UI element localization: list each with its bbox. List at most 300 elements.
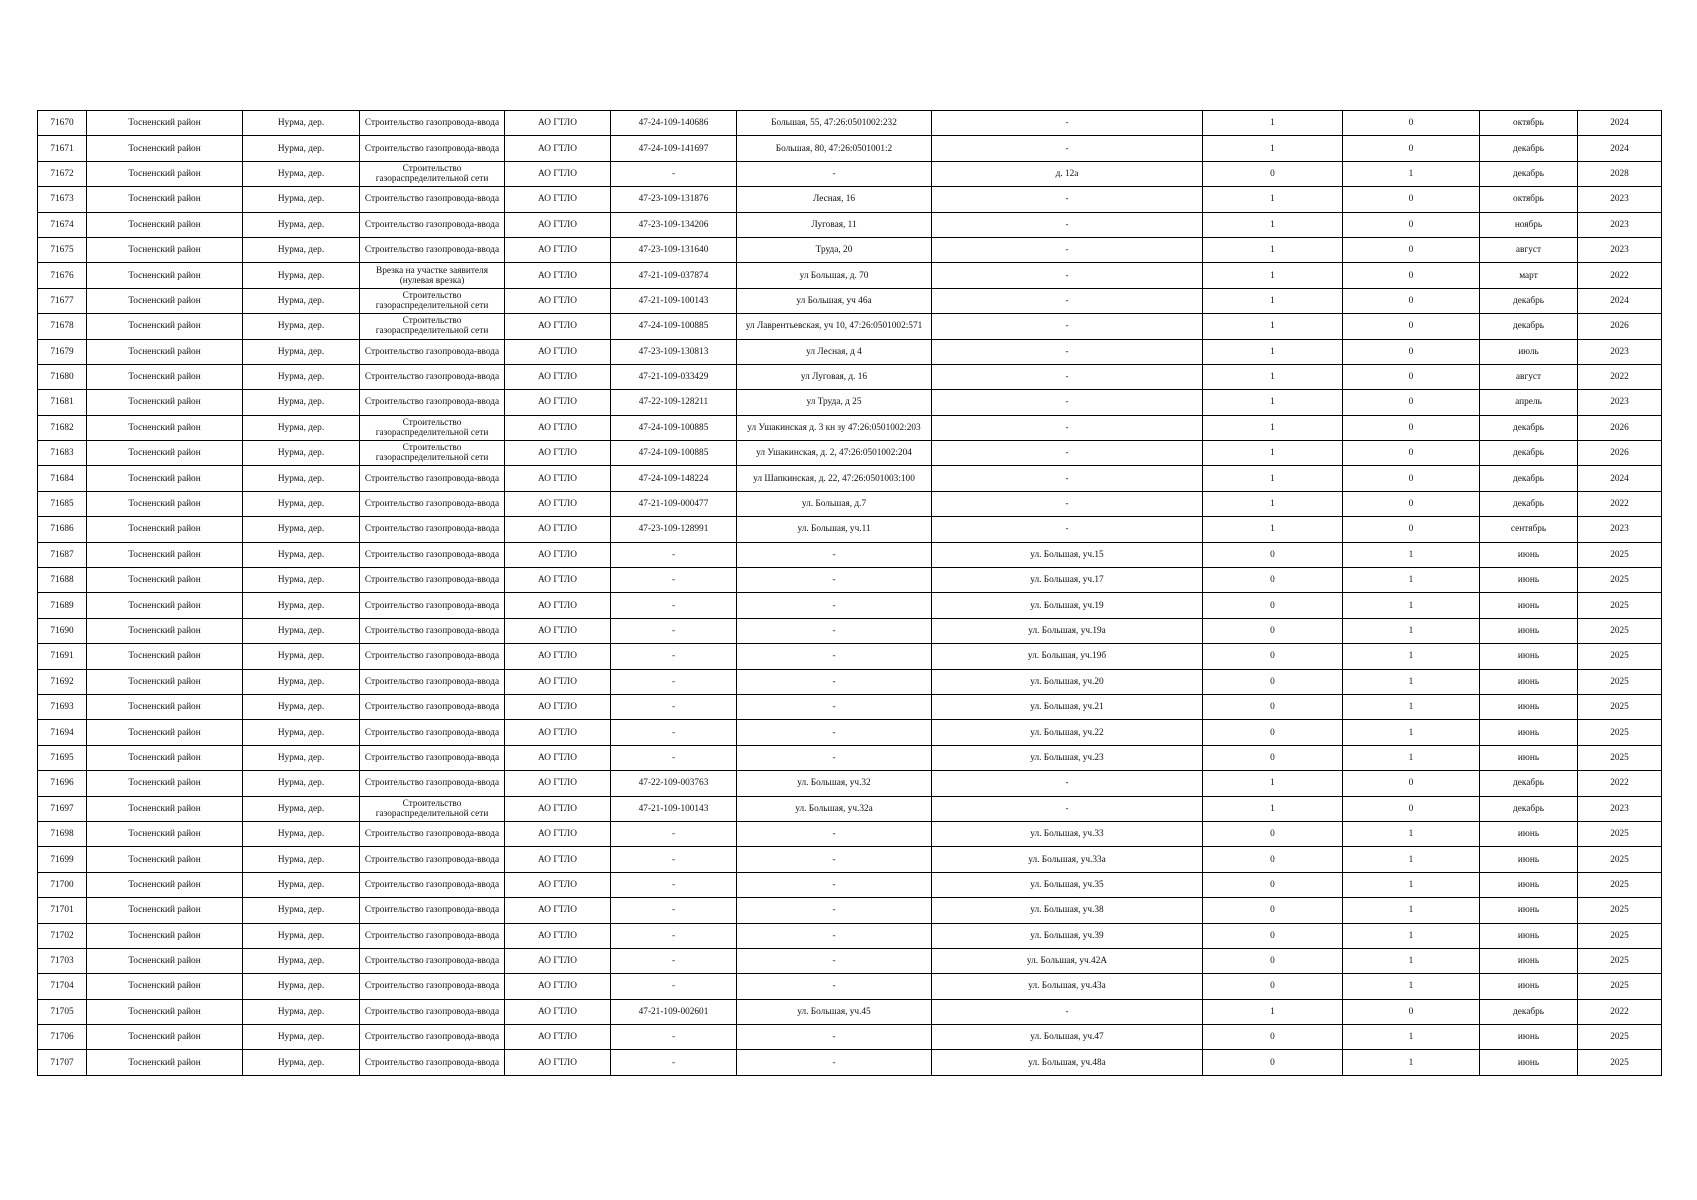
- settlement-cell: Нурма, дер.: [243, 974, 360, 999]
- settlement-cell: Нурма, дер.: [243, 136, 360, 161]
- count-a-cell: 0: [1203, 821, 1343, 846]
- address-cell: -: [737, 821, 932, 846]
- month-cell: декабрь: [1480, 415, 1578, 440]
- planned-address-cell: ул. Большая, уч.19б: [932, 644, 1203, 669]
- district-cell: Тосненский район: [87, 415, 243, 440]
- contract-number-cell: -: [611, 694, 737, 719]
- table-row: [38, 644, 1662, 669]
- contract-number-cell: 47-23-109-134206: [611, 212, 737, 237]
- planned-address-cell: ул. Большая, уч.19а: [932, 618, 1203, 643]
- row-number: 71694: [38, 720, 87, 745]
- work-type-cell: Строительство газораспределительной сети: [360, 441, 505, 466]
- year-cell: 2024: [1578, 111, 1662, 136]
- address-cell: -: [737, 542, 932, 567]
- work-type-cell: Строительство газопровода-ввода: [360, 237, 505, 262]
- address-cell: -: [737, 644, 932, 669]
- year-cell: 2023: [1578, 237, 1662, 262]
- settlement-cell: Нурма, дер.: [243, 542, 360, 567]
- work-type-cell: Строительство газопровода-ввода: [360, 999, 505, 1024]
- count-a-cell: 1: [1203, 314, 1343, 339]
- contract-number-cell: 47-21-109-002601: [611, 999, 737, 1024]
- month-cell: июнь: [1480, 847, 1578, 872]
- address-cell: ул Шапкинская, д. 22, 47:26:0501003:100: [737, 466, 932, 491]
- organization-cell: АО ГТЛО: [505, 644, 611, 669]
- year-cell: 2025: [1578, 847, 1662, 872]
- organization-cell: АО ГТЛО: [505, 821, 611, 846]
- count-a-cell: 0: [1203, 847, 1343, 872]
- table-row: [38, 415, 1662, 440]
- planned-address-cell: -: [932, 441, 1203, 466]
- count-b-cell: 1: [1343, 847, 1480, 872]
- row-number: 71703: [38, 948, 87, 973]
- district-cell: Тосненский район: [87, 517, 243, 542]
- count-a-cell: 0: [1203, 948, 1343, 973]
- work-type-cell: Строительство газопровода-ввода: [360, 364, 505, 389]
- work-type-cell: Строительство газопровода-ввода: [360, 1025, 505, 1050]
- settlement-cell: Нурма, дер.: [243, 694, 360, 719]
- address-cell: -: [737, 720, 932, 745]
- row-number: 71675: [38, 237, 87, 262]
- month-cell: июнь: [1480, 872, 1578, 897]
- work-type-cell: Строительство газопровода-ввода: [360, 923, 505, 948]
- table-row: [38, 745, 1662, 770]
- contract-number-cell: 47-21-109-000477: [611, 491, 737, 516]
- organization-cell: АО ГТЛО: [505, 237, 611, 262]
- row-number: 71676: [38, 263, 87, 288]
- count-b-cell: 0: [1343, 339, 1480, 364]
- count-b-cell: 1: [1343, 745, 1480, 770]
- district-cell: Тосненский район: [87, 390, 243, 415]
- year-cell: 2025: [1578, 694, 1662, 719]
- organization-cell: АО ГТЛО: [505, 161, 611, 186]
- month-cell: август: [1480, 364, 1578, 389]
- row-number: 71705: [38, 999, 87, 1024]
- settlement-cell: Нурма, дер.: [243, 898, 360, 923]
- row-number: 71677: [38, 288, 87, 313]
- address-cell: -: [737, 593, 932, 618]
- table-row: [38, 441, 1662, 466]
- settlement-cell: Нурма, дер.: [243, 923, 360, 948]
- organization-cell: АО ГТЛО: [505, 720, 611, 745]
- settlement-cell: Нурма, дер.: [243, 720, 360, 745]
- count-a-cell: 1: [1203, 999, 1343, 1024]
- table-row: [38, 923, 1662, 948]
- month-cell: июнь: [1480, 568, 1578, 593]
- settlement-cell: Нурма, дер.: [243, 364, 360, 389]
- address-cell: ул. Большая, уч.32: [737, 771, 932, 796]
- organization-cell: АО ГТЛО: [505, 999, 611, 1024]
- table-row: [38, 593, 1662, 618]
- contract-number-cell: -: [611, 872, 737, 897]
- year-cell: 2025: [1578, 669, 1662, 694]
- table-row: [38, 568, 1662, 593]
- year-cell: 2023: [1578, 187, 1662, 212]
- address-cell: ул. Большая, д.7: [737, 491, 932, 516]
- organization-cell: АО ГТЛО: [505, 669, 611, 694]
- count-a-cell: 0: [1203, 593, 1343, 618]
- count-a-cell: 1: [1203, 263, 1343, 288]
- address-cell: -: [737, 669, 932, 694]
- year-cell: 2025: [1578, 974, 1662, 999]
- address-cell: Большая, 55, 47:26:0501002:232: [737, 111, 932, 136]
- work-type-cell: Строительство газопровода-ввода: [360, 212, 505, 237]
- count-a-cell: 1: [1203, 390, 1343, 415]
- contract-number-cell: -: [611, 644, 737, 669]
- planned-address-cell: ул. Большая, уч.15: [932, 542, 1203, 567]
- work-type-cell: Строительство газопровода-ввода: [360, 974, 505, 999]
- row-number: 71682: [38, 415, 87, 440]
- count-a-cell: 1: [1203, 466, 1343, 491]
- count-b-cell: 1: [1343, 720, 1480, 745]
- count-b-cell: 0: [1343, 187, 1480, 212]
- contract-number-cell: -: [611, 542, 737, 567]
- address-cell: -: [737, 948, 932, 973]
- organization-cell: АО ГТЛО: [505, 136, 611, 161]
- address-cell: ул. Большая, уч.32а: [737, 796, 932, 821]
- year-cell: 2025: [1578, 1050, 1662, 1075]
- table-row: [38, 288, 1662, 313]
- count-b-cell: 0: [1343, 491, 1480, 516]
- contract-number-cell: 47-24-109-100885: [611, 441, 737, 466]
- organization-cell: АО ГТЛО: [505, 415, 611, 440]
- planned-address-cell: ул. Большая, уч.47: [932, 1025, 1203, 1050]
- count-a-cell: 1: [1203, 771, 1343, 796]
- planned-address-cell: -: [932, 314, 1203, 339]
- planned-address-cell: ул. Большая, уч.35: [932, 872, 1203, 897]
- work-type-cell: Строительство газопровода-ввода: [360, 1050, 505, 1075]
- row-number: 71678: [38, 314, 87, 339]
- count-b-cell: 1: [1343, 669, 1480, 694]
- month-cell: декабрь: [1480, 466, 1578, 491]
- district-cell: Тосненский район: [87, 288, 243, 313]
- settlement-cell: Нурма, дер.: [243, 187, 360, 212]
- district-cell: Тосненский район: [87, 618, 243, 643]
- year-cell: 2023: [1578, 390, 1662, 415]
- work-type-cell: Строительство газопровода-ввода: [360, 517, 505, 542]
- organization-cell: АО ГТЛО: [505, 568, 611, 593]
- organization-cell: АО ГТЛО: [505, 263, 611, 288]
- year-cell: 2025: [1578, 542, 1662, 567]
- address-cell: -: [737, 847, 932, 872]
- district-cell: Тосненский район: [87, 872, 243, 897]
- year-cell: 2025: [1578, 644, 1662, 669]
- district-cell: Тосненский район: [87, 212, 243, 237]
- table-row: [38, 364, 1662, 389]
- work-type-cell: Строительство газопровода-ввода: [360, 542, 505, 567]
- organization-cell: АО ГТЛО: [505, 1050, 611, 1075]
- row-number: 71686: [38, 517, 87, 542]
- table-row: [38, 821, 1662, 846]
- settlement-cell: Нурма, дер.: [243, 491, 360, 516]
- organization-cell: АО ГТЛО: [505, 898, 611, 923]
- organization-cell: АО ГТЛО: [505, 948, 611, 973]
- work-type-cell: Строительство газораспределительной сети: [360, 288, 505, 313]
- row-number: 71702: [38, 923, 87, 948]
- district-cell: Тосненский район: [87, 821, 243, 846]
- district-cell: Тосненский район: [87, 339, 243, 364]
- count-a-cell: 1: [1203, 111, 1343, 136]
- settlement-cell: Нурма, дер.: [243, 111, 360, 136]
- organization-cell: АО ГТЛО: [505, 974, 611, 999]
- address-cell: Труда, 20: [737, 237, 932, 262]
- planned-address-cell: ул. Большая, уч.22: [932, 720, 1203, 745]
- settlement-cell: Нурма, дер.: [243, 948, 360, 973]
- settlement-cell: Нурма, дер.: [243, 314, 360, 339]
- planned-address-cell: -: [932, 999, 1203, 1024]
- count-b-cell: 0: [1343, 415, 1480, 440]
- year-cell: 2025: [1578, 872, 1662, 897]
- count-a-cell: 1: [1203, 339, 1343, 364]
- address-cell: Лесная, 16: [737, 187, 932, 212]
- table-row: [38, 669, 1662, 694]
- row-number: 71699: [38, 847, 87, 872]
- district-cell: Тосненский район: [87, 974, 243, 999]
- count-b-cell: 0: [1343, 466, 1480, 491]
- settlement-cell: Нурма, дер.: [243, 390, 360, 415]
- month-cell: июнь: [1480, 1025, 1578, 1050]
- settlement-cell: Нурма, дер.: [243, 517, 360, 542]
- table-row: [38, 212, 1662, 237]
- table-row: [38, 263, 1662, 288]
- work-type-cell: Строительство газопровода-ввода: [360, 390, 505, 415]
- table-row: [38, 1025, 1662, 1050]
- work-type-cell: Строительство газопровода-ввода: [360, 644, 505, 669]
- row-number: 71693: [38, 694, 87, 719]
- count-b-cell: 1: [1343, 593, 1480, 618]
- work-type-cell: Строительство газопровода-ввода: [360, 618, 505, 643]
- organization-cell: АО ГТЛО: [505, 339, 611, 364]
- address-cell: ул Луговая, д. 16: [737, 364, 932, 389]
- district-cell: Тосненский район: [87, 999, 243, 1024]
- month-cell: июнь: [1480, 669, 1578, 694]
- year-cell: 2025: [1578, 1025, 1662, 1050]
- contract-number-cell: 47-21-109-033429: [611, 364, 737, 389]
- contract-number-cell: -: [611, 1050, 737, 1075]
- work-type-cell: Строительство газораспределительной сети: [360, 796, 505, 821]
- planned-address-cell: -: [932, 771, 1203, 796]
- address-cell: ул Лесная, д 4: [737, 339, 932, 364]
- planned-address-cell: -: [932, 466, 1203, 491]
- organization-cell: АО ГТЛО: [505, 1025, 611, 1050]
- work-type-cell: Строительство газопровода-ввода: [360, 821, 505, 846]
- district-cell: Тосненский район: [87, 441, 243, 466]
- settlement-cell: Нурма, дер.: [243, 1050, 360, 1075]
- work-type-cell: Строительство газопровода-ввода: [360, 187, 505, 212]
- address-cell: -: [737, 923, 932, 948]
- planned-address-cell: ул. Большая, уч.38: [932, 898, 1203, 923]
- work-type-cell: Строительство газопровода-ввода: [360, 568, 505, 593]
- table-row: [38, 1050, 1662, 1075]
- planned-address-cell: ул. Большая, уч.33: [932, 821, 1203, 846]
- count-a-cell: 0: [1203, 872, 1343, 897]
- district-cell: Тосненский район: [87, 720, 243, 745]
- address-cell: -: [737, 694, 932, 719]
- address-cell: -: [737, 618, 932, 643]
- row-number: 71698: [38, 821, 87, 846]
- district-cell: Тосненский район: [87, 593, 243, 618]
- work-type-cell: Строительство газопровода-ввода: [360, 466, 505, 491]
- contract-number-cell: 47-22-109-128211: [611, 390, 737, 415]
- work-type-cell: Строительство газопровода-ввода: [360, 136, 505, 161]
- month-cell: апрель: [1480, 390, 1578, 415]
- settlement-cell: Нурма, дер.: [243, 466, 360, 491]
- district-cell: Тосненский район: [87, 796, 243, 821]
- month-cell: июнь: [1480, 694, 1578, 719]
- count-a-cell: 0: [1203, 644, 1343, 669]
- month-cell: июнь: [1480, 542, 1578, 567]
- settlement-cell: Нурма, дер.: [243, 999, 360, 1024]
- month-cell: июнь: [1480, 974, 1578, 999]
- settlement-cell: Нурма, дер.: [243, 161, 360, 186]
- count-a-cell: 0: [1203, 745, 1343, 770]
- row-number: 71674: [38, 212, 87, 237]
- address-cell: Большая, 80, 47:26:0501001:2: [737, 136, 932, 161]
- year-cell: 2025: [1578, 948, 1662, 973]
- district-cell: Тосненский район: [87, 669, 243, 694]
- table-row: [38, 111, 1662, 136]
- planned-address-cell: ул. Большая, уч.19: [932, 593, 1203, 618]
- month-cell: декабрь: [1480, 999, 1578, 1024]
- month-cell: июнь: [1480, 745, 1578, 770]
- address-cell: ул Ушакинская, д. 2, 47:26:0501002:204: [737, 441, 932, 466]
- organization-cell: АО ГТЛО: [505, 390, 611, 415]
- table-row: [38, 974, 1662, 999]
- count-b-cell: 1: [1343, 618, 1480, 643]
- address-cell: -: [737, 1025, 932, 1050]
- month-cell: декабрь: [1480, 136, 1578, 161]
- work-type-cell: Строительство газопровода-ввода: [360, 593, 505, 618]
- month-cell: декабрь: [1480, 771, 1578, 796]
- planned-address-cell: ул. Большая, уч.48а: [932, 1050, 1203, 1075]
- settlement-cell: Нурма, дер.: [243, 568, 360, 593]
- count-a-cell: 0: [1203, 568, 1343, 593]
- row-number: 71688: [38, 568, 87, 593]
- district-cell: Тосненский район: [87, 644, 243, 669]
- settlement-cell: Нурма, дер.: [243, 441, 360, 466]
- district-cell: Тосненский район: [87, 237, 243, 262]
- year-cell: 2028: [1578, 161, 1662, 186]
- count-a-cell: 0: [1203, 618, 1343, 643]
- organization-cell: АО ГТЛО: [505, 212, 611, 237]
- count-b-cell: 0: [1343, 364, 1480, 389]
- count-b-cell: 0: [1343, 263, 1480, 288]
- district-cell: Тосненский район: [87, 136, 243, 161]
- year-cell: 2022: [1578, 263, 1662, 288]
- count-b-cell: 0: [1343, 111, 1480, 136]
- contract-number-cell: 47-21-109-100143: [611, 796, 737, 821]
- district-cell: Тосненский район: [87, 923, 243, 948]
- contract-number-cell: -: [611, 847, 737, 872]
- table-row: [38, 390, 1662, 415]
- contract-number-cell: 47-22-109-003763: [611, 771, 737, 796]
- row-number: 71690: [38, 618, 87, 643]
- count-b-cell: 0: [1343, 390, 1480, 415]
- work-type-cell: Строительство газораспределительной сети: [360, 314, 505, 339]
- work-type-cell: Строительство газопровода-ввода: [360, 948, 505, 973]
- settlement-cell: Нурма, дер.: [243, 872, 360, 897]
- month-cell: декабрь: [1480, 314, 1578, 339]
- month-cell: июнь: [1480, 593, 1578, 618]
- month-cell: июль: [1480, 339, 1578, 364]
- count-a-cell: 1: [1203, 491, 1343, 516]
- planned-address-cell: ул. Большая, уч.39: [932, 923, 1203, 948]
- planned-address-cell: -: [932, 517, 1203, 542]
- count-b-cell: 0: [1343, 237, 1480, 262]
- count-b-cell: 0: [1343, 136, 1480, 161]
- year-cell: 2025: [1578, 898, 1662, 923]
- contract-number-cell: -: [611, 568, 737, 593]
- contract-number-cell: -: [611, 1025, 737, 1050]
- count-b-cell: 0: [1343, 771, 1480, 796]
- count-a-cell: 1: [1203, 796, 1343, 821]
- table-row: [38, 136, 1662, 161]
- settlement-cell: Нурма, дер.: [243, 669, 360, 694]
- settlement-cell: Нурма, дер.: [243, 821, 360, 846]
- month-cell: декабрь: [1480, 441, 1578, 466]
- count-a-cell: 1: [1203, 364, 1343, 389]
- contract-number-cell: -: [611, 898, 737, 923]
- organization-cell: АО ГТЛО: [505, 466, 611, 491]
- year-cell: 2025: [1578, 821, 1662, 846]
- contract-number-cell: -: [611, 923, 737, 948]
- count-a-cell: 1: [1203, 212, 1343, 237]
- address-cell: -: [737, 568, 932, 593]
- row-number: 71704: [38, 974, 87, 999]
- settlement-cell: Нурма, дер.: [243, 415, 360, 440]
- table-row: [38, 796, 1662, 821]
- contract-number-cell: -: [611, 618, 737, 643]
- contract-number-cell: -: [611, 720, 737, 745]
- table-row: [38, 720, 1662, 745]
- work-type-cell: Строительство газопровода-ввода: [360, 872, 505, 897]
- count-b-cell: 1: [1343, 872, 1480, 897]
- settlement-cell: Нурма, дер.: [243, 593, 360, 618]
- table-row: [38, 618, 1662, 643]
- organization-cell: АО ГТЛО: [505, 694, 611, 719]
- address-cell: ул Ушакинская д. 3 кн зу 47:26:0501002:203: [737, 415, 932, 440]
- count-a-cell: 0: [1203, 923, 1343, 948]
- settlement-cell: Нурма, дер.: [243, 618, 360, 643]
- settlement-cell: Нурма, дер.: [243, 1025, 360, 1050]
- work-type-cell: Строительство газопровода-ввода: [360, 898, 505, 923]
- count-a-cell: 1: [1203, 237, 1343, 262]
- district-cell: Тосненский район: [87, 364, 243, 389]
- district-cell: Тосненский район: [87, 491, 243, 516]
- count-b-cell: 1: [1343, 948, 1480, 973]
- contract-number-cell: 47-24-109-141697: [611, 136, 737, 161]
- year-cell: 2023: [1578, 796, 1662, 821]
- count-b-cell: 0: [1343, 212, 1480, 237]
- count-a-cell: 0: [1203, 1025, 1343, 1050]
- planned-address-cell: -: [932, 415, 1203, 440]
- planned-address-cell: ул. Большая, уч.17: [932, 568, 1203, 593]
- count-a-cell: 0: [1203, 161, 1343, 186]
- planned-address-cell: -: [932, 339, 1203, 364]
- month-cell: октябрь: [1480, 187, 1578, 212]
- organization-cell: АО ГТЛО: [505, 187, 611, 212]
- count-b-cell: 1: [1343, 1025, 1480, 1050]
- district-cell: Тосненский район: [87, 542, 243, 567]
- contract-number-cell: 47-23-109-128991: [611, 517, 737, 542]
- address-cell: -: [737, 872, 932, 897]
- district-cell: Тосненский район: [87, 1050, 243, 1075]
- month-cell: декабрь: [1480, 796, 1578, 821]
- count-b-cell: 0: [1343, 288, 1480, 313]
- count-b-cell: 1: [1343, 568, 1480, 593]
- address-cell: ул Труда, д 25: [737, 390, 932, 415]
- month-cell: июнь: [1480, 644, 1578, 669]
- contract-number-cell: 47-24-109-100885: [611, 415, 737, 440]
